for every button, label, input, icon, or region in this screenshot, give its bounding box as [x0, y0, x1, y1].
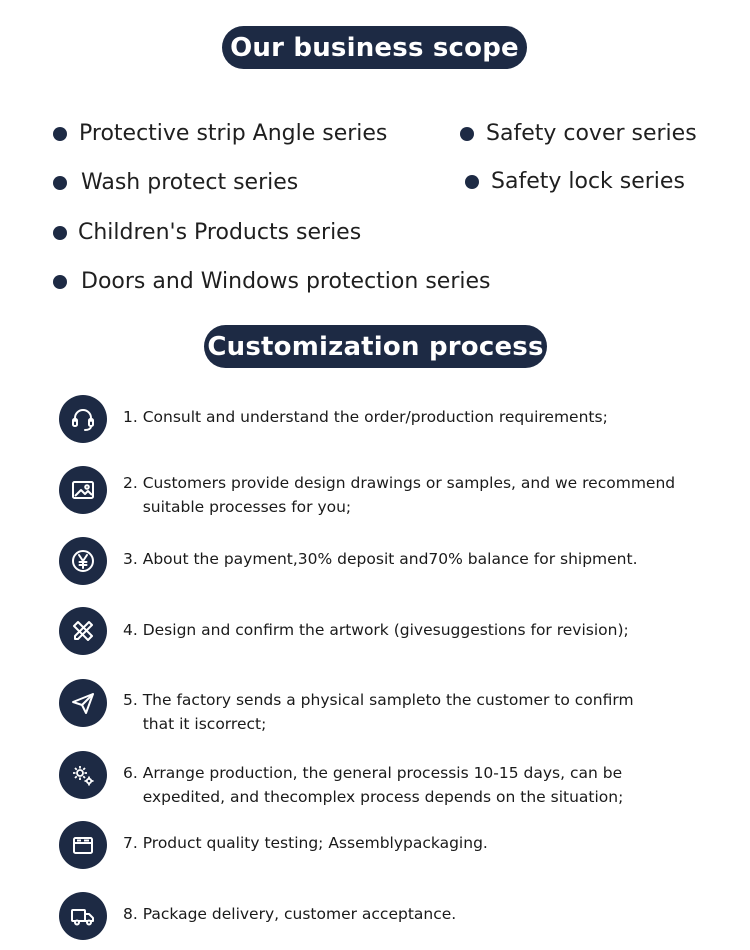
truck-icon: [59, 892, 107, 940]
process-step: 6. Arrange production, the general processis 10-15 days, can be expedited, and thecomplex process depends on the situation;: [123, 764, 624, 806]
bullet-icon: [53, 127, 67, 141]
ruler-pencil-icon: [59, 607, 107, 655]
image-icon: [59, 466, 107, 514]
process-step: 1. Consult and understand the order/production requirements;: [123, 408, 608, 426]
process-step: 2. Customers provide design drawings or samples, and we recommend suitable processes for you;: [123, 474, 676, 516]
box-icon: [59, 821, 107, 869]
scope-item: Protective strip Angle series: [79, 121, 388, 146]
process-step: 7. Product quality testing; Assemblypackaging.: [123, 834, 488, 852]
process-step: 5. The factory sends a physical sampleto the customer to confirm that it iscorrect;: [123, 691, 634, 733]
scope-item: Children's Products series: [78, 220, 362, 245]
bullet-icon: [53, 275, 67, 289]
bullet-icon: [53, 226, 67, 240]
process-step: 4. Design and confirm the artwork (givesuggestions for revision);: [123, 621, 629, 639]
process-step: 3. About the payment,30% deposit and70% balance for shipment.: [123, 550, 638, 568]
process-step: 8. Package delivery, customer acceptance.: [123, 905, 457, 923]
business-scope-title: Our business scope: [222, 26, 527, 69]
scope-item: Wash protect series: [81, 170, 299, 195]
bullet-icon: [53, 176, 67, 190]
bullet-icon: [465, 175, 479, 189]
customization-process-title: Customization process: [204, 325, 547, 368]
headset-icon: [59, 395, 107, 443]
bullet-icon: [460, 127, 474, 141]
scope-item: Doors and Windows protection series: [81, 269, 491, 294]
yen-icon: [59, 537, 107, 585]
gears-icon: [59, 751, 107, 799]
scope-item: Safety lock series: [491, 169, 685, 194]
scope-item: Safety cover series: [486, 121, 697, 146]
paper-plane-icon: [59, 679, 107, 727]
